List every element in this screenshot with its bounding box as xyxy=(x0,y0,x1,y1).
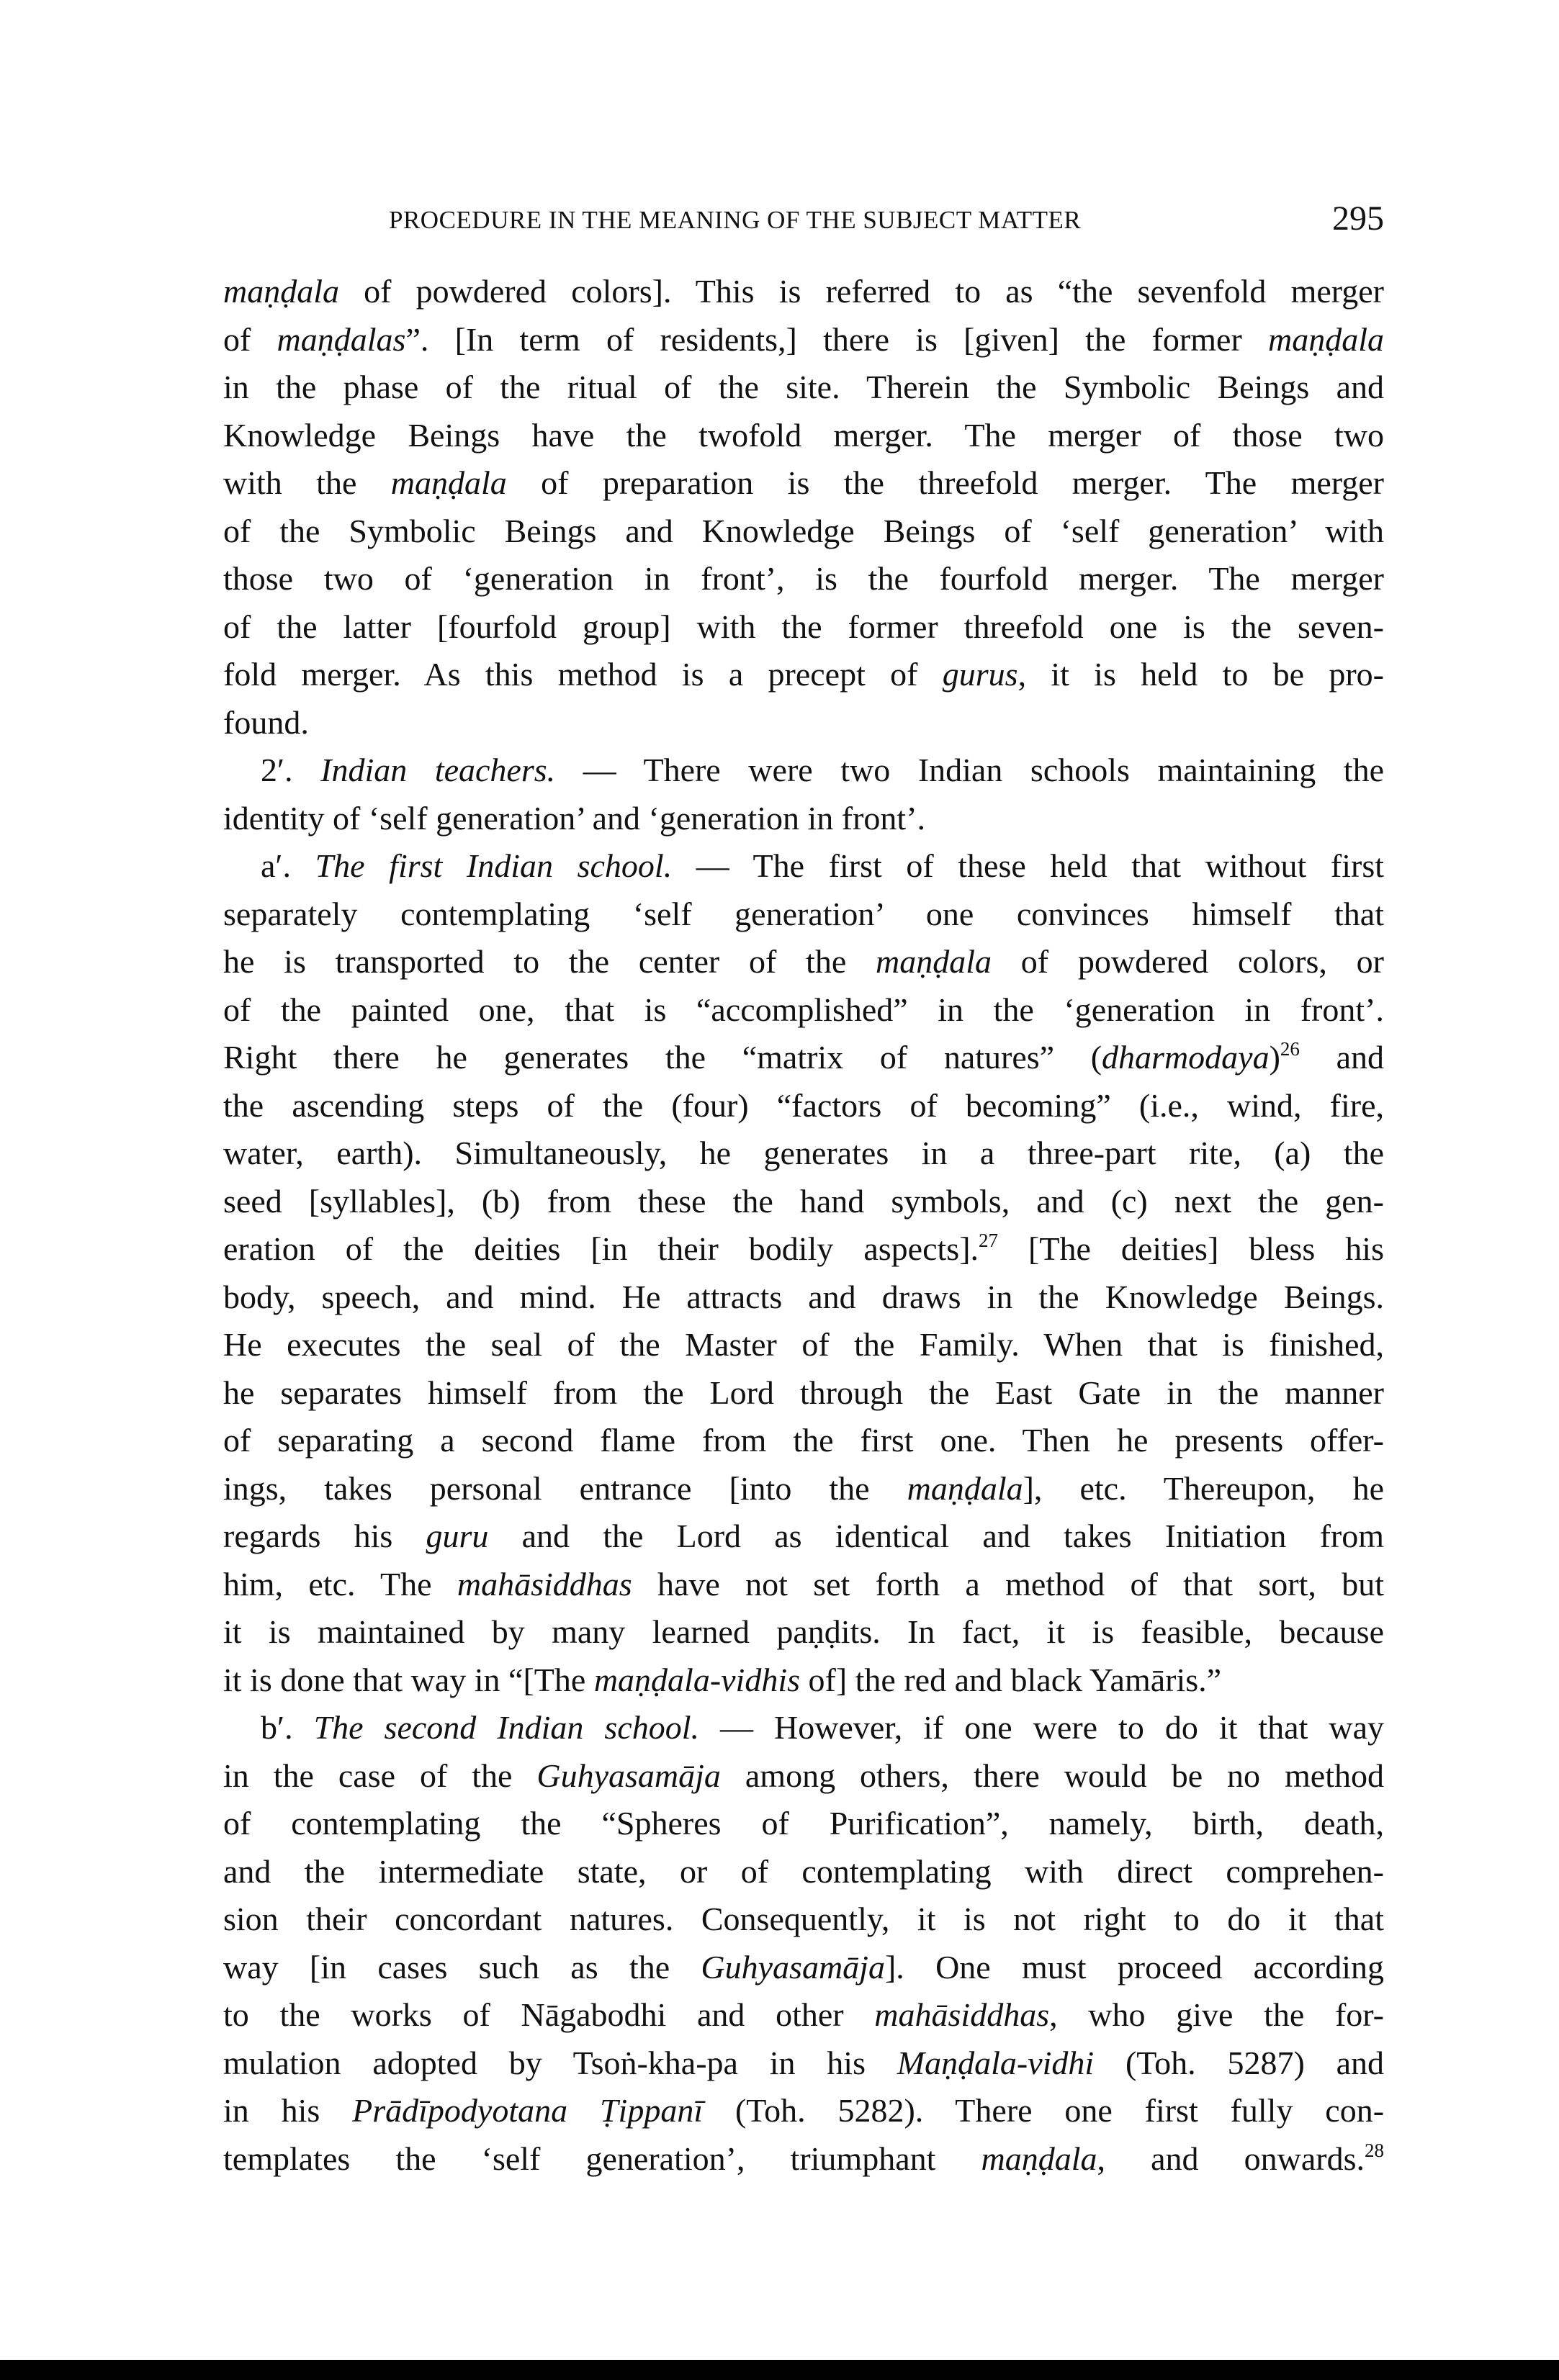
text-run: — The first of these held that without first xyxy=(672,847,1384,884)
text-run: (Toh. 5282). There one first fully con- xyxy=(703,2092,1385,2129)
text-line xyxy=(223,1704,1384,1752)
italic-term: maṇḍala xyxy=(876,943,992,980)
italic-term: gurus xyxy=(942,656,1018,693)
text-run: seed [syllables], (b) from these the hand symbols, and (c) next the gen- xyxy=(223,1182,1384,1220)
text-run: Knowledge Beings have the twofold merger. The merger of those two xyxy=(223,416,1384,454)
text-run: way [in cases such as the xyxy=(223,1948,701,1985)
text-run: — There were two Indian schools maintaining the xyxy=(555,752,1384,788)
text-line xyxy=(223,1417,1384,1465)
text-run: with the xyxy=(223,464,391,501)
text-run: identity of ‘self generation’ and ‘generation in front’. xyxy=(223,799,926,837)
text-line xyxy=(223,2039,1384,2088)
text-run: mulation adopted by Tsoṅ-kha-pa in his xyxy=(223,2044,897,2081)
body-text xyxy=(223,268,1384,2183)
text-run: of xyxy=(223,320,277,358)
footnote-ref: 26 xyxy=(1280,1038,1300,1060)
text-line xyxy=(223,1944,1384,1992)
text-line xyxy=(223,1800,1384,1848)
text-run: eration of the deities [in their bodily aspects]. xyxy=(223,1230,979,1267)
italic-term: maṇḍala xyxy=(223,273,339,310)
text-line xyxy=(223,1321,1384,1369)
page-number: 295 xyxy=(1332,199,1384,238)
text-run: , who give the for- xyxy=(1049,1996,1384,2033)
text-line xyxy=(223,1561,1384,1609)
text-run: (Toh. 5287) and xyxy=(1094,2044,1384,2081)
text-run: and the Lord as identical and takes Initiation from xyxy=(488,1518,1384,1554)
text-run: fold merger. As this method is a precept of xyxy=(223,656,943,693)
text-run: have not set forth a method of that sort, but xyxy=(632,1565,1385,1603)
text-run: to the works of Nāgabodhi and other xyxy=(223,1996,875,2033)
italic-term: maṇḍala xyxy=(907,1469,1023,1507)
text-line xyxy=(223,747,1384,795)
text-line xyxy=(223,986,1384,1035)
italic-term: Guhyasamāja xyxy=(536,1757,721,1794)
text-run: 2′. xyxy=(261,752,321,788)
italic-term: mahāsiddhas xyxy=(457,1565,632,1603)
text-line xyxy=(223,508,1384,556)
text-run: separately contemplating ‘self generation’ one convinces himself that xyxy=(223,895,1384,932)
text-run: ) xyxy=(1269,1039,1280,1076)
italic-term: maṇḍalas xyxy=(277,320,406,358)
text-line xyxy=(223,842,1384,891)
text-run: he separates himself from the Lord through the East Gate in the manner xyxy=(223,1374,1384,1411)
italic-term: guru xyxy=(426,1518,489,1554)
italic-term: Prādīpodyotana Ṭippanī xyxy=(352,2092,704,2129)
text-run: templates the ‘self generation’, triumphant xyxy=(223,2140,981,2177)
footnote-ref: 27 xyxy=(979,1230,999,1251)
text-run: , and onwards. xyxy=(1097,2140,1365,2177)
text-run: it is maintained by many learned paṇḍits. In fact, it is feasible, because xyxy=(223,1613,1384,1650)
text-run: — However, if one were to do it that way xyxy=(698,1709,1385,1746)
text-run: a′. xyxy=(261,847,315,884)
text-line xyxy=(223,938,1384,986)
text-line xyxy=(223,364,1384,412)
text-run: water, earth). Simultaneously, he generates in a three-part rite, (a) the xyxy=(223,1135,1384,1171)
text-line xyxy=(223,603,1384,652)
text-run: of the painted one, that is “accomplished” in the ‘generation in front’. xyxy=(223,991,1384,1028)
scan-border xyxy=(0,2360,1559,2380)
text-line xyxy=(223,2135,1384,2183)
text-line xyxy=(223,555,1384,603)
text-line xyxy=(223,268,1384,316)
italic-term: maṇḍala xyxy=(390,464,507,501)
text-run: of the latter [fourfold group] with the former threefold one is the seven- xyxy=(223,608,1384,645)
text-run: of the Symbolic Beings and Knowledge Beings of ‘self generation’ with xyxy=(223,512,1384,549)
text-line xyxy=(223,1130,1384,1178)
italic-term: Indian teachers. xyxy=(320,752,556,788)
text-line xyxy=(223,1178,1384,1226)
text-run: found. xyxy=(223,703,309,741)
text-line xyxy=(223,1513,1384,1561)
text-run: it is done that way in “[The xyxy=(223,1661,594,1698)
footnote-ref: 28 xyxy=(1365,2139,1384,2161)
text-run: among others, there would be no method xyxy=(720,1757,1384,1794)
text-line xyxy=(223,1369,1384,1417)
text-run: ”. [In term of residents,] there is [given] the former xyxy=(405,320,1268,358)
text-run: he is transported to the center of the xyxy=(223,943,876,980)
text-line xyxy=(223,1848,1384,1896)
italic-term: Guhyasamāja xyxy=(701,1948,885,1985)
italic-term: maṇḍala-vidhis xyxy=(593,1661,801,1698)
text-run: sion their concordant natures. Consequently, it is not right to do it that xyxy=(223,1901,1384,1937)
text-line xyxy=(223,1656,1384,1705)
text-line xyxy=(223,1752,1384,1800)
italic-term: The first Indian school. xyxy=(315,847,673,884)
text-line xyxy=(223,1034,1384,1082)
text-run: regards his xyxy=(223,1518,426,1554)
text-run: of contemplating the “Spheres of Purification”, namely, birth, death, xyxy=(223,1805,1384,1842)
text-run: [The deities] bless his xyxy=(998,1230,1384,1267)
text-run: and the intermediate state, or of contemplating with direct comprehen- xyxy=(223,1852,1384,1890)
text-run: ]. One must proceed according xyxy=(884,1948,1384,1985)
italic-term: mahāsiddhas xyxy=(874,1996,1050,2033)
text-run: the ascending steps of the (four) “factors of becoming” (i.e., wind, fire, xyxy=(223,1086,1384,1124)
italic-term: The second Indian school. xyxy=(313,1709,699,1746)
italic-term: maṇḍala xyxy=(981,2140,1097,2177)
text-line xyxy=(223,1465,1384,1513)
text-line xyxy=(223,1608,1384,1656)
text-run: of preparation is the threefold merger. The merger xyxy=(506,464,1384,501)
text-run: those two of ‘generation in front’, is the fourfold merger. The merger xyxy=(223,560,1384,597)
text-run: of powdered colors, or xyxy=(992,943,1384,980)
text-line xyxy=(223,795,1384,843)
text-line xyxy=(223,699,1384,747)
italic-term: maṇḍala xyxy=(1267,320,1384,358)
text-line xyxy=(223,412,1384,460)
text-line xyxy=(223,1896,1384,1944)
text-line xyxy=(223,1082,1384,1130)
text-run: of powdered colors]. This is referred to as “the sevenfold merger xyxy=(339,273,1384,310)
text-run: and xyxy=(1299,1039,1384,1076)
text-run: , it is held to be pro- xyxy=(1017,656,1384,693)
text-line xyxy=(223,316,1384,364)
text-run: Right there he generates the “matrix of natures” ( xyxy=(223,1039,1102,1076)
page-header xyxy=(223,199,1384,246)
text-line xyxy=(223,459,1384,508)
text-run: ], etc. Thereupon, he xyxy=(1023,1469,1384,1507)
text-run: ings, takes personal entrance [into the xyxy=(223,1469,907,1507)
text-line xyxy=(223,891,1384,939)
text-run: of] the red and black Yamāris.” xyxy=(800,1661,1222,1698)
text-run: body, speech, and mind. He attracts and draws in the Knowledge Beings. xyxy=(223,1278,1384,1315)
italic-term: Maṇḍala-vidhi xyxy=(897,2044,1095,2081)
italic-term: dharmodaya xyxy=(1102,1039,1270,1076)
text-run: in the phase of the ritual of the site. Therein the Symbolic Beings and xyxy=(223,369,1384,405)
running-title: PROCEDURE IN THE MEANING OF THE SUBJECT MATTER xyxy=(389,206,1082,234)
text-run: in his xyxy=(223,2092,353,2129)
text-run: b′. xyxy=(261,1709,314,1746)
text-run: in the case of the xyxy=(223,1757,537,1794)
text-line xyxy=(223,1991,1384,2039)
text-run: him, etc. The xyxy=(223,1565,457,1603)
text-run: of separating a second flame from the first one. Then he presents offer- xyxy=(223,1422,1384,1459)
text-run: He executes the seal of the Master of the Family. When that is finished, xyxy=(223,1326,1384,1363)
text-line xyxy=(223,1274,1384,1322)
text-line xyxy=(223,1225,1384,1274)
text-line xyxy=(223,651,1384,699)
text-line xyxy=(223,2087,1384,2135)
